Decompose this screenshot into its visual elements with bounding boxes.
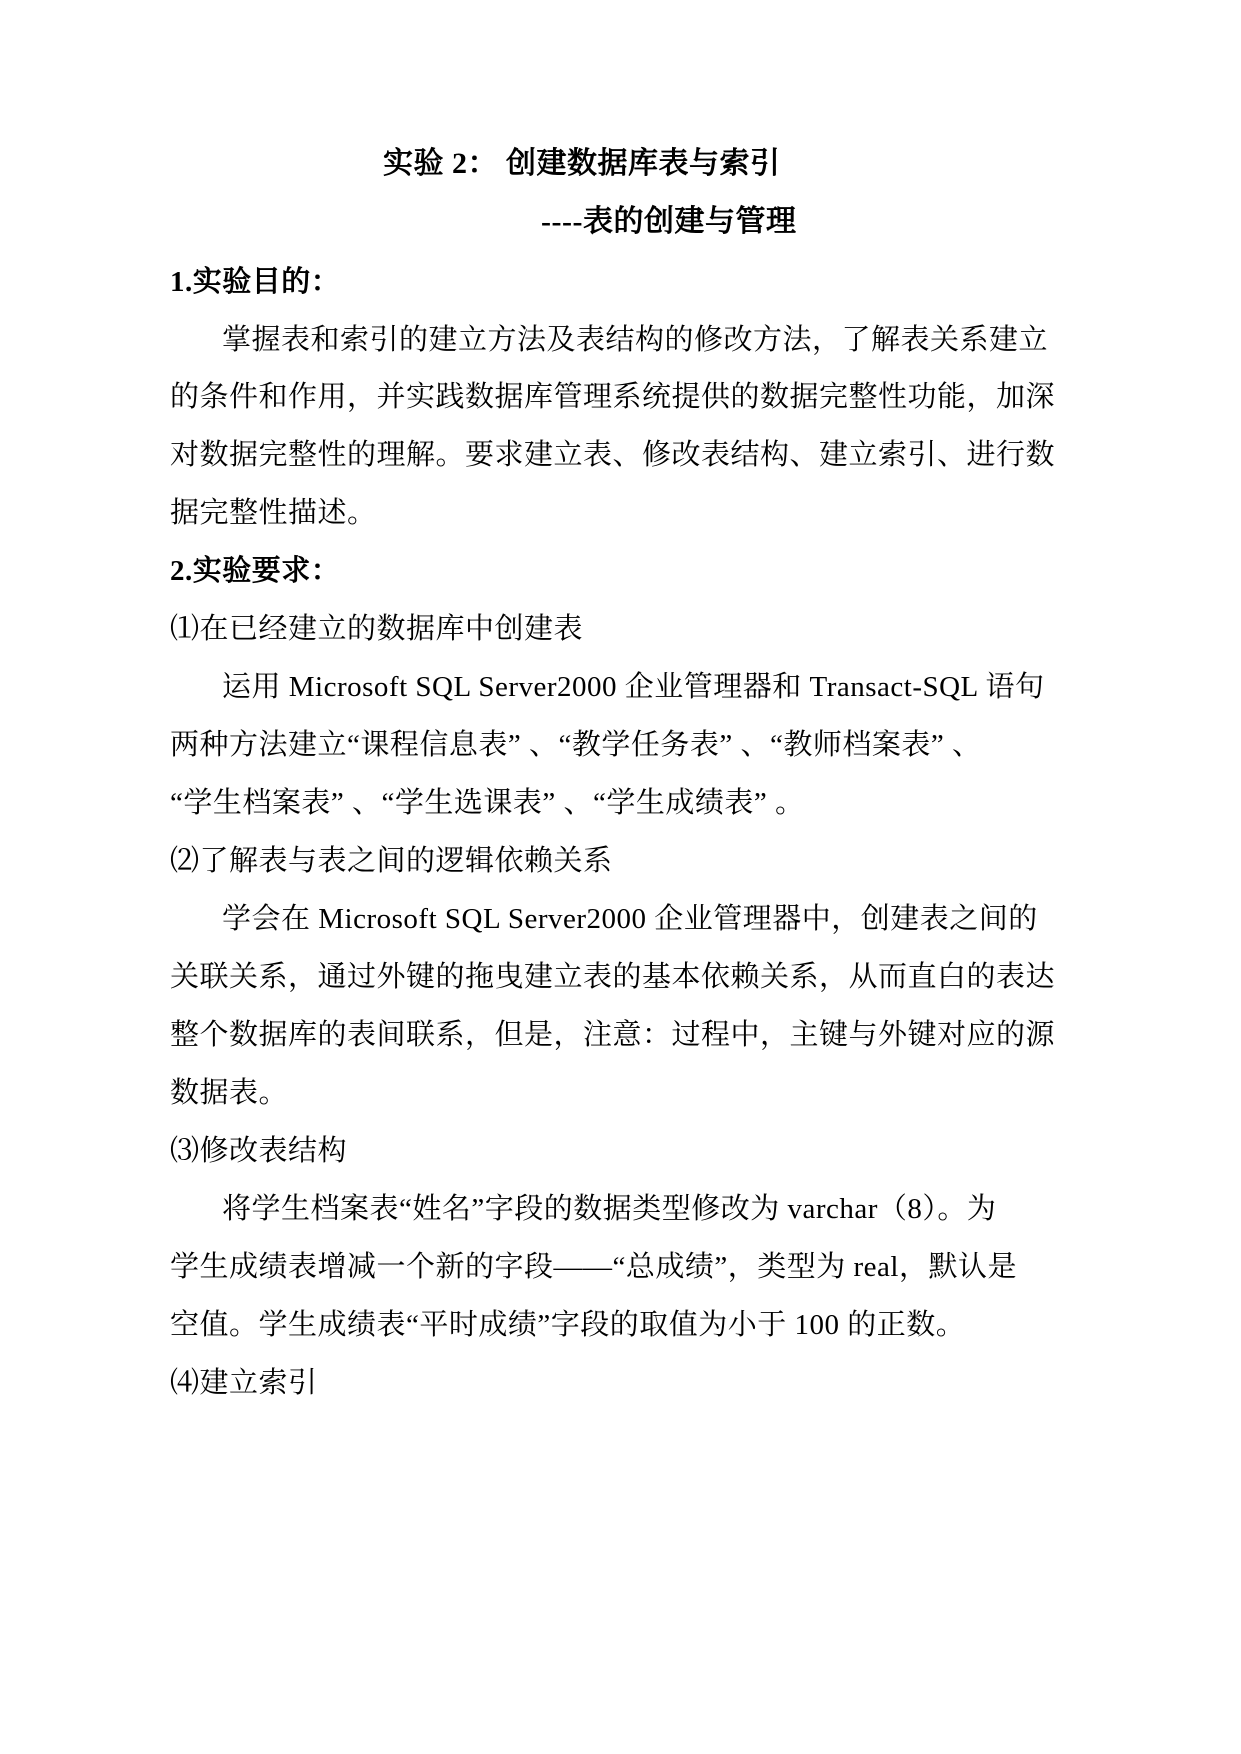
section-heading-objective: 1.实验目的： bbox=[170, 266, 341, 298]
requirement-paragraph-line: 数据表。 bbox=[170, 1077, 289, 1109]
requirement-paragraph-line: “学生档案表” 、“学生选课表” 、“学生成绩表” 。 bbox=[170, 787, 805, 819]
objective-paragraph-line: 据完整性描述。 bbox=[170, 497, 377, 529]
requirement-item-label: ⑵了解表与表之间的逻辑依赖关系 bbox=[170, 845, 613, 877]
requirement-paragraph-line: 两种方法建立“课程信息表” 、“教学任务表” 、“教师档案表” 、 bbox=[170, 729, 982, 761]
document-title: 实验 2： 创建数据库表与索引 bbox=[383, 147, 781, 180]
objective-paragraph-line: 的条件和作用，并实践数据库管理系统提供的数据完整性功能，加深 bbox=[170, 381, 1056, 413]
requirement-paragraph-line: 将学生档案表“姓名”字段的数据类型修改为 varchar（8）。为 bbox=[222, 1193, 997, 1225]
objective-paragraph-line: 掌握表和索引的建立方法及表结构的修改方法，了解表关系建立 bbox=[222, 324, 1049, 356]
requirement-paragraph-line: 整个数据库的表间联系，但是，注意：过程中，主键与外键对应的源 bbox=[170, 1019, 1056, 1051]
requirement-item-label: ⑷建立索引 bbox=[170, 1367, 318, 1399]
requirement-paragraph-line: 学生成绩表增减一个新的字段——“总成绩”，类型为 real，默认是 bbox=[170, 1251, 1017, 1283]
requirement-paragraph-line: 空值。学生成绩表“平时成绩”字段的取值为小于 100 的正数。 bbox=[170, 1309, 966, 1341]
requirement-item-label: ⑴在已经建立的数据库中创建表 bbox=[170, 613, 584, 645]
requirement-item-label: ⑶修改表结构 bbox=[170, 1135, 348, 1167]
objective-paragraph-line: 对数据完整性的理解。要求建立表、修改表结构、建立索引、进行数 bbox=[170, 439, 1056, 471]
document-subtitle: ----表的创建与管理 bbox=[541, 205, 797, 238]
section-heading-requirements: 2.实验要求： bbox=[170, 555, 341, 587]
requirement-paragraph-line: 运用 Microsoft SQL Server2000 企业管理器和 Transact-SQL 语句 bbox=[222, 671, 1045, 703]
requirement-paragraph-line: 关联关系，通过外键的拖曳建立表的基本依赖关系，从而直白的表达 bbox=[170, 961, 1056, 993]
requirement-paragraph-line: 学会在 Microsoft SQL Server2000 企业管理器中，创建表之间的 bbox=[222, 903, 1038, 935]
